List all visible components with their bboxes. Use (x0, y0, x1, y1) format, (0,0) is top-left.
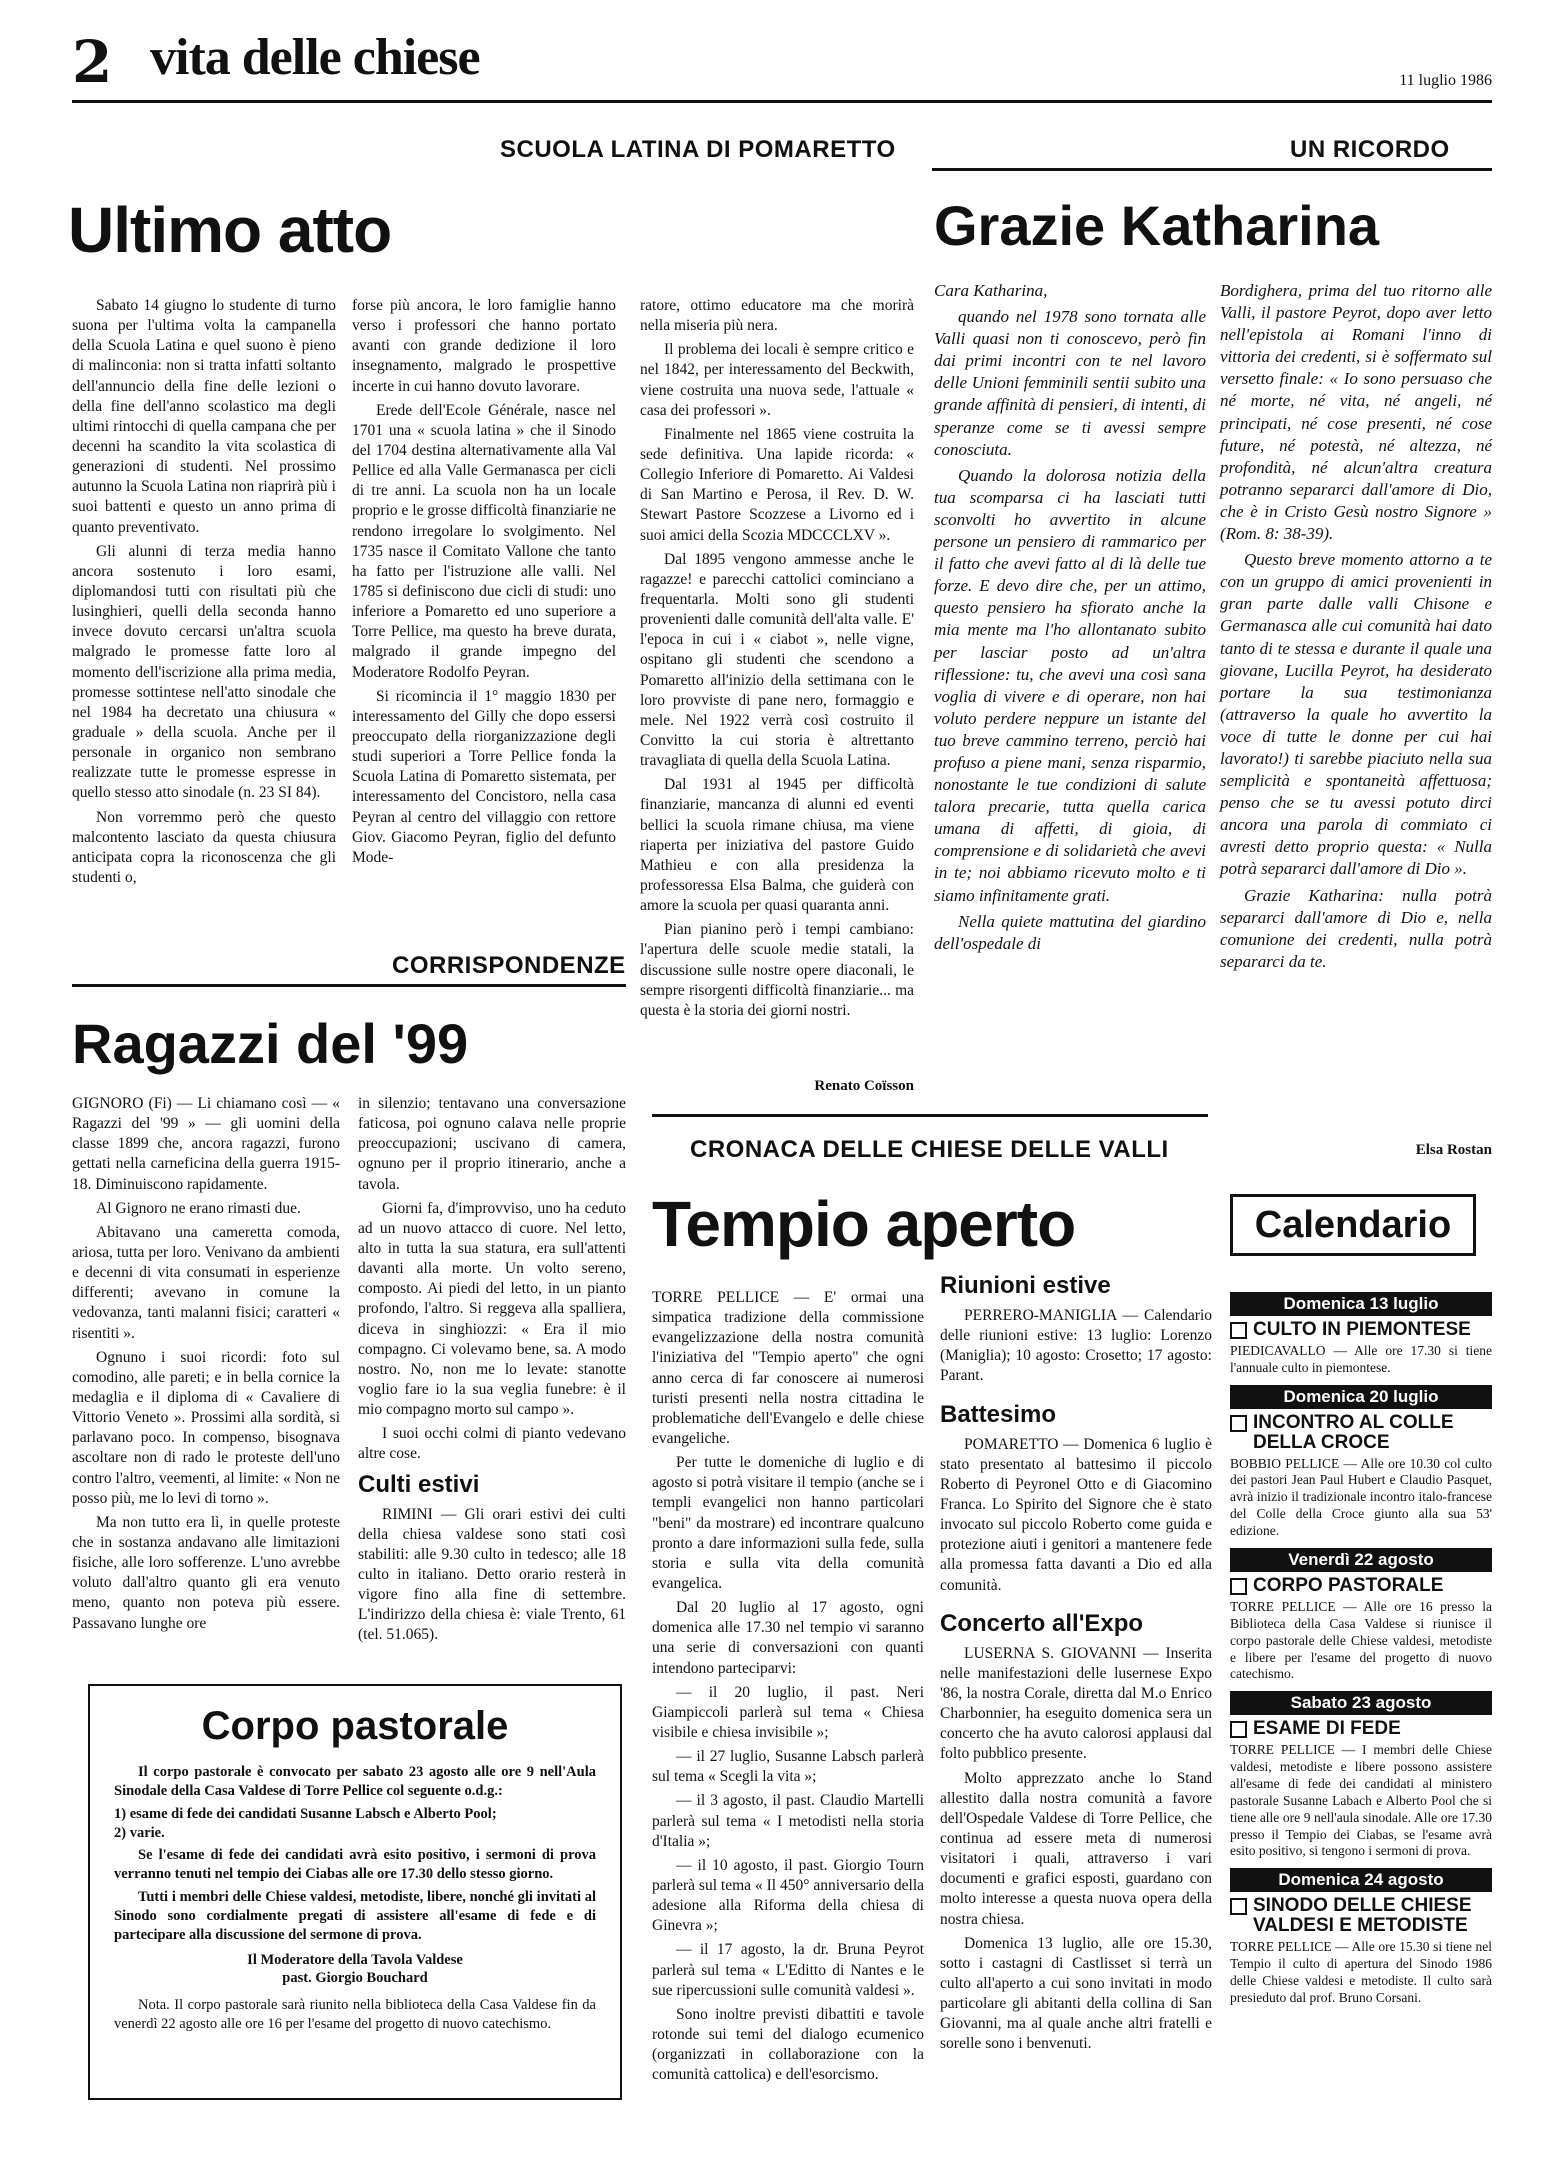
calendar-entry-title: SINODO DELLE CHIESE VALDESI E METODISTE (1253, 1895, 1472, 1937)
signature-coisson: Renato Coïsson (814, 1078, 914, 1094)
paragraph: Giorni fa, d'improvviso, uno ha ceduto ad un nuovo attacco di cuore. Nel letto, alto in tutta la sua statura, era sull'attenti davanti alla morte. Un volto sereno, composto. Ai piedi del letto, in un pianto profondo, l'altro. Si reggeva alla spalliera, diceva in singhiozzi: « Era il mio compagno. Ci volevamo bene, sa. A modo nostro. No, non me lo levate: stanotte voglio fare io la sua veglia funebre: è il mio compagno morto sul campo ». (358, 1199, 626, 1419)
cronaca-col2 (940, 1266, 1212, 2059)
corpo-nota (90, 1992, 620, 2034)
calendar-day: Domenica 20 luglio (1230, 1385, 1492, 1409)
paragraph: Finalmente nel 1865 viene costruita la sede definitiva. Una lapide ricorda: « Collegio Inferiore di Pomaretto. Ai Valdesi di San Martino e Perosa, il Rev. D. W. Stewart Pastore Scozzese a Livorno ed i suoi amici della Scozia MDCCCLXV ». (640, 425, 914, 544)
paragraph: TORRE PELLICE — E' ormai una simpatica tradizione della commissione evangelizzazione della nostra comunità l'iniziativa del "Tempio aperto" che ogni anno cerca di far conoscere ai numerosi turisti presenti nella nostra cittadina le problematiche dell'Evangelo e delle chiese evangeliche. (652, 1289, 924, 1447)
paragraph: Nella quiete mattutina del giardino dell'ospedale di (934, 911, 1206, 953)
headline-ragazzi: Ragazzi del '99 (72, 1012, 469, 1075)
calendar-entry-text: TORRE PELLICE — I membri delle Chiese valdesi, metodiste e libere possono assistere all'esame di fede dei candidati al ministero pastorale Susanne Labach e Alberto Pool che si tiene alle ore 9 nell'aula sinodale. Alle ore 17.30 presso il Tempio dei Ciabas, se l'esame avrà esito positivo, si tengono i sermoni di prova. (1230, 1742, 1492, 1859)
calendar-day: Domenica 24 agosto (1230, 1868, 1492, 1892)
issue-date: 11 luglio 1986 (1399, 72, 1492, 89)
paragraph: LUSERNA S. GIOVANNI — Inserita nelle manifestazioni delle lusernese Expo '86, la nostra Corale, diretta dal M.o Enrico Charbonnier, ha eseguito domenica sera un concerto che ha avuto calorosi applausi dal folto pubblico presente. (940, 1644, 1212, 1763)
calendar-entry (1230, 1548, 1492, 1683)
paragraph: Abitavano una cameretta comoda, ariosa, tutta per loro. Venivano da ambienti e decenni di vita consumati in esperienze differenti; avevano in comune la vedovanza, tanti malanni fisici; caratteri « risentiti ». (72, 1223, 340, 1342)
calendar-entry-text: TORRE PELLICE — Alle ore 16 presso la Biblioteca della Casa Valdese si riunisce il corpo pastorale delle Chiese valdesi, metodiste e libere per l'esame del progetto di nuovo catechismo. (1230, 1598, 1492, 1682)
paragraph: I suoi occhi colmi di pianto vedevano altre cose. (358, 1425, 626, 1463)
calendar-entry-title: CULTO IN PIEMONTESE (1253, 1319, 1471, 1340)
corpo-body (90, 1763, 620, 1988)
paragraph: Grazie Katharina: nulla potrà separarci dall'amore di Dio e, nella comunione dei credenti, nulla potrà separarci da te. (1220, 885, 1492, 971)
calendar-entry (1230, 1292, 1492, 1377)
calendario-list (1230, 1284, 1492, 2007)
paragraph: — il 20 luglio, il past. Neri Giampiccoli parlerà sul tema « Chiesa visibile e chiesa invisibile »; (652, 1683, 924, 1741)
paragraph: Al Gignoro ne erano rimasti due. (96, 1199, 301, 1217)
paragraph: quando nel 1978 sono tornata alle Valli quasi non ti conoscevo, però fin dai primi incontri con te nel lavoro delle Unioni femminili sentii subito una grande affinità di pensieri, di intenti, di speranze come se ti avessi sempre conosciuta. (934, 307, 1206, 459)
calendar-entry-text: TORRE PELLICE — Alle ore 15.30 si tiene nel Tempio il culto di apertura del Sinodo 1986 delle Chiese valdesi e metodiste. Il culto sarà presieduto dal prof. Bruno Corsani. (1230, 1939, 1492, 2005)
paragraph: Pian pianino però i tempi cambiano: l'apertura delle scuole medie statali, la discussione sulle nostre opere diaconali, le sempre risorgenti difficoltà finanziarie... ma questa è la storia dei giorni nostri. (640, 921, 914, 1019)
paragraph: Se l'esame di fede dei candidati avrà esito positivo, i sermoni di prova verranno tenuti nel tempio dei Ciabas alle ore 17.30 dello stesso giorno. (114, 1847, 596, 1883)
kicker-ultimo: SCUOLA LATINA DI POMARETTO (500, 136, 896, 163)
paragraph: Dal 1895 vengono ammesse anche le ragazze! e parecchi cattolici cominciano a frequentarla. Molti sono gli studenti provenienti dalle comunità dell'alta valle. E' l'epoca in cui i « ciabot », nelle vigne, ospitano gli studenti che scendono a Pomaretto all'inizio della settimana con le loro provviste di pane nero, formaggio e mele. Nel 1922 verrà così costruito il Convitto la cui storia è altrettanto travagliata di quella della Scuola Latina. (640, 550, 914, 770)
paragraph: Si ricomincia il 1° maggio 1830 per interessamento del Gilly che dopo essersi preoccupato della riorganizzazione degli studi superiori a Torre Pellice fonda la Scuola Latina di Pomaretto sistemata, per interessamento del Concistoro, nella casa Peyran al centro del villaggio con rettore Giov. Giacomo Peyran, figlio del defunto Mode- (352, 687, 616, 866)
grazie-rule (932, 168, 1492, 171)
paragraph: Bordighera, prima del tuo ritorno alle Valli, il pastore Peyrot, dopo aver letto nell'epistola ai Romani l'inno di vittoria dei credenti, si è soffermato sul versetto finale: « Io sono persuaso che né morte, né vita, né angeli, né principati, né cose presenti, né cose future, né potestà, né altezza, né profondità, né alcun'altra creatura potranno separarci dall'amore di Dio, che è in Cristo Gesù nostro Signore » (Rom. 8: 38-39). (1220, 281, 1492, 544)
paragraph: Ognuno i suoi ricordi: foto sul comodino, alle pareti; e in bella cornice la medaglia e il diploma di « Cavaliere di Vittorio Veneto ». Prossimi alla sordità, si parlavano poco. In compenso, bisognava ascoltare non di rado le proteste dell'uno contro l'altro, veementi, al limite: « Non ne posso più, me lo levi di torno ». (72, 1348, 340, 1507)
ultimo-col1 (72, 296, 336, 892)
paragraph: GIGNORO (Fi) — Li chiamano così — « Ragazzi del '99 » — gli uomini della classe 1899 che, ancora ragazzi, furono gettati nella carneficina della guerra 1915-18. Diminuiscono rapidamente. (72, 1095, 340, 1193)
calendar-entry-title: INCONTRO AL COLLE DELLA CROCE (1253, 1411, 1454, 1453)
paragraph: POMARETTO — Domenica 6 luglio è stato presentato al battesimo il piccolo Roberto di Peyronel Otto e di Giacomino Franca. Lo Spirito del Signore che è stato invocato sul piccolo Roberto come guida e protezione aiuti i genitori a mantenere fede alla promessa fatta davanti a Dio ed alla comunità. (940, 1435, 1212, 1594)
paragraph: Quando la dolorosa notizia della tua scomparsa ci ha lasciati tutti sconvolti ho avvertito in alcune persone un pensiero di rammarico per il fatto che avevi fatto al di là delle tue forze. E devo dire che, per un attimo, questo pensiero ha sfiorato anche la mia mente ma l'ho allontanato subito per lasciar posto ad un'altra riflessione: tu, che avevi una così sana voglia di vivere e di operare, non hai voluto perdere neppure un istante del tuo breve cammino terreno, perciò hai profuso a piene mani, senza risparmio, nonostante le tue condizioni di salute talora precarie, tutta quella carica umana di affetti, di gioia, di comprensione e di solidarietà che avevi in te; noi abbiamo ricevuto molto e ti siamo infinitamente grati. (934, 465, 1206, 905)
calendar-entry (1230, 1868, 1492, 2006)
checkbox-icon (1230, 1898, 1247, 1915)
paragraph: Sabato 14 giugno lo studente di turno suona per l'ultima volta la campanella della Scuola Latina e quel suono è pieno di malinconia: non si tratta infatti soltanto dell'annuncio della fine delle lezioni o della fine dell'anno scolastico ma degli ultimi rintocchi di quella campana che per decenni ha scandito la vita scolastica di generazioni di studenti. Nel prossimo autunno la Scuola Latina non riaprirà più i suoi battenti e questo un anno prima di quanto preventivato. (72, 297, 336, 536)
paragraph: PERRERO-MANIGLIA — Calendario delle riunioni estive: 13 luglio: Lorenzo (Maniglia); 10 agosto: Crosetto; 17 agosto: Parant. (940, 1307, 1212, 1385)
calendar-entry-text: PIEDICAVALLO — Alle ore 17.30 si tiene l'annuale culto in piemontese. (1230, 1342, 1492, 1375)
calendar-entry (1230, 1691, 1492, 1860)
cronaca-col1 (652, 1288, 924, 2089)
paragraph: Il corpo pastorale è convocato per sabato 23 agosto alle ore 9 nell'Aula Sinodale della Casa Valdese di Torre Pellice col seguente o.d.g.: (114, 1764, 596, 1799)
signature-rostan: Elsa Rostan (1415, 1142, 1492, 1158)
paragraph: Domenica 13 luglio, alle ore 15.30, sotto i castagni di Castlisset si terrà un culto all'aperto a cui sono invitati in modo particolare gli abitanti della collina di San Giovanni, ma al quale anche altri fratelli e sorelle sono i benvenuti. (940, 1934, 1212, 2053)
paragraph: Erede dell'Ecole Générale, nasce nel 1701 una « scuola latina » che il Sinodo del 1704 destina alternativamente alla Val Pellice ed alla Valle Germanasca per cicli di tre anni. La scuola non ha un locale proprio e le grosse difficoltà finanziarie ne rendono irregolare lo svolgimento. Nel 1735 nasce il Comitato Vallone che tanto ha fatto per l'istruzione alle valli. Nel 1785 si definiscono due cicli di studi: uno inferiore a Pomaretto ed uno superiore a Torre Pellice, ma questo ha breve durata, malgrado il grande impegno del Moderatore Rodolfo Peyran. (352, 401, 616, 681)
calendar-entry-text: BOBBIO PELLICE — Alle ore 10.30 col culto dei pastori Jean Paul Hubert e Claudio Pasquet, avrà inizio il tradizionale incontro italo-francese del Colle della Croce giunto alla sua 53' edizione. (1230, 1455, 1492, 1539)
paragraph: — il 17 agosto, la dr. Bruna Peyrot parlerà sul tema « L'Editto di Nantes e le sue ripercussioni sulle comunità valdesi ». (652, 1941, 924, 1999)
paragraph: forse più ancora, le loro famiglie hanno verso i professori che hanno portato avanti con grande dedizione il loro insegnamento, malgrado le prospettive incerte in cui hanno dovuto lavorare. (352, 297, 616, 395)
corpo-signature-role: Il Moderatore della Tavola Valdese (247, 1951, 463, 1968)
ragazzi-rule (72, 984, 626, 987)
paragraph: Nota. Il corpo pastorale sarà riunito nella biblioteca della Casa Valdese fin da venerdì 22 agosto alle ore 16 per l'esame del progetto di nuovo catechismo. (114, 1997, 596, 2033)
paragraph: Tutti i membri delle Chiese valdesi, metodiste, libere, nonché gli invitati al Sinodo sono cordialmente pregati di assistere all'esame di fede e di partecipare alla discussione del sermone di prova. (114, 1889, 596, 1943)
headline-ultimo: Ultimo atto (68, 194, 392, 266)
riunioni-title: Riunioni estive (940, 1272, 1111, 1299)
paragraph: Ma non tutto era lì, in quelle proteste che in sostanza andavano alle limitazioni fisiche, alle loro sofferenze. L'uno avrebbe voluto dall'altro quanto gli era venuto meno, quanto non poteva più essere. Passavano lunghe ore (72, 1513, 340, 1632)
paragraph: Il problema dei locali è sempre critico e nel 1842, per interessamento del Beckwith, viene costruita una nuova sede, l'attuale « casa dei professori ». (640, 341, 914, 419)
paragraph: Non vorremmo però che questo malcontento lasciato da questa chiusura anticipata copra la riconoscenza che gli studenti o, (72, 808, 336, 886)
corpo-signature-name: past. Giorgio Bouchard (282, 1970, 428, 1987)
paragraph: — il 27 luglio, Susanne Labsch parlerà sul tema « Scegli la vita »; (652, 1748, 924, 1786)
kicker-cronaca: CRONACA DELLE CHIESE DELLE VALLI (690, 1136, 1169, 1163)
ultimo-col2 (352, 296, 616, 872)
headline-grazie: Grazie Katharina (934, 194, 1380, 257)
calendar-day: Sabato 23 agosto (1230, 1691, 1492, 1715)
paragraph: RIMINI — Gli orari estivi dei culti della chiesa valdese sono stati così stabiliti: alle 9.30 culto in tedesco; alle 18 culto in italiano. Detto orario resterà in vigore fino alla fine di settembre. L'indirizzo della chiesa è: viale Trento, 61 (tel. 51.065). (358, 1505, 626, 1644)
paragraph: — il 10 agosto, il past. Giorgio Tourn parlerà sul tema « Il 450° anniversario della adesione alla Riforma della chiesa di Ginevra »; (652, 1856, 924, 1935)
masthead-rule (72, 100, 1492, 103)
calendar-entry (1230, 1385, 1492, 1540)
calendario-title-box (1230, 1194, 1476, 1256)
kicker-grazie: UN RICORDO (1290, 136, 1450, 163)
calendar-entry-title: CORPO PASTORALE (1253, 1574, 1444, 1596)
paragraph: — il 3 agosto, il past. Claudio Martelli parlerà sul tema « I metodisti nella storia d'Italia »; (652, 1792, 924, 1850)
culti-estivi-title: Culti estivi (358, 1470, 480, 1498)
checkbox-icon (1230, 1415, 1247, 1432)
grazie-col2 (1220, 280, 1492, 977)
calendar-entry-title: ESAME DI FEDE (1253, 1718, 1401, 1740)
headline-tempio: Tempio aperto (652, 1188, 1076, 1260)
paragraph: Dal 20 luglio al 17 agosto, ogni domenica alle 17.30 nel tempio vi saranno una serie di conversazioni con quanti intendono parteciparvi: (652, 1599, 924, 1677)
paragraph: Gli alunni di terza media hanno ancora sostenuto i loro esami, diplomandosi tutti con risultati più che lusinghieri, quelli della seconda hanno invece dovuto cercarsi un'altra scuola malgrado le promesse fatte loro al momento dell'iscrizione alla prima media, promesse sottintese nell'atto sinodale che nel 1984 ha decretato una chiusura « graduale » della scuola. Anche per il personale in organico non sembrano realizzate tutte le promesse espresse in quello stesso atto sinodale (n. 23 SI 84). (72, 542, 336, 802)
calendar-day: Domenica 13 luglio (1230, 1292, 1492, 1316)
paragraph: Cara Katharina, (934, 281, 1048, 300)
paragraph: Questo breve momento attorno a te con un gruppo di amici provenienti in gran parte dalle valli Chisone e Germanasca alle cui comunità hai dato tanto di te stessa e durante il quale una giovane, Lucilla Peyrot, ha desiderato portare la sua testimonianza (attraverso la quale ho avvertito la voce di tutte le donne per cui hai lavorato!) ti sarebbe piaciuto nella sua semplicità e spontaneità affettuosa; penso che se tu avessi potuto dirci ancora una parola di commiato ci avresti detto proprio questa: « Nulla potrà separarci dall'amore di Dio ». (1220, 550, 1492, 879)
calendario-title: Calendario (1254, 1203, 1452, 1246)
ragazzi-col2 (358, 1094, 626, 1650)
cronaca-rule (652, 1114, 1208, 1117)
page-number: 2 (72, 28, 113, 96)
corpo-pastorale-box (88, 1684, 622, 2100)
paragraph: in silenzio; tentavano una conversazione faticosa, poi ognuno calava nelle proprie preoccupazioni; uscivano di camera, ognuno per il proprio itinerario, anche a tavola. (358, 1095, 626, 1193)
battesimo-title: Battesimo (940, 1400, 1057, 1428)
checkbox-icon (1230, 1721, 1247, 1738)
calendar-day: Venerdì 22 agosto (1230, 1548, 1492, 1572)
paragraph: ratore, ottimo educatore ma che morirà nella miseria più nera. (640, 297, 914, 335)
checkbox-icon (1230, 1578, 1247, 1595)
kicker-corrispondenze: CORRISPONDENZE (392, 952, 626, 979)
paragraph: Per tutte le domeniche di luglio e di agosto si potrà visitare il tempio (anche se i templi evangelici non hanno particolari "beni" da mostrare) ed incontrare qualcuno pronto a dare informazioni sulla fede, sulla storia e sulla vita della comunità evangelica. (652, 1454, 924, 1592)
paragraph: Molto apprezzato anche lo Stand allestito dalla nostra comunità a favore dell'Ospedale Valdese di Torre Pellice, che continua ad essere meta di numerosi visitatori i quali, attraverso i vari documenti e grafici esposti, guardano con molto interesse a questa nuova opera della nostra chiesa. (940, 1769, 1212, 1928)
paragraph: Dal 1931 al 1945 per difficoltà finanziarie, mancanza di alunni ed eventi bellici la scuola rimane chiusa, ma viene riaperta per iniziativa del pastore Guido Mathieu e con alla presidenza la professoressa Elsa Balma, che guiderà con amore la scuola per quasi quaranta anni. (640, 776, 914, 915)
corpo-pastorale-title: Corpo pastorale (201, 1704, 509, 1748)
ragazzi-col1 (72, 1094, 340, 1638)
section-title: vita delle chiese (150, 29, 480, 86)
grazie-col1 (934, 280, 1206, 959)
ultimo-col3 (640, 296, 914, 1025)
concerto-title: Concerto all'Expo (940, 1609, 1144, 1637)
paragraph: Sono inoltre previsti dibattiti e tavole rotonde sui temi del dialogo ecumenico (organizzati in collaborazione con la comunità cattolica) e dell'esorcismo. (652, 2005, 924, 2084)
list-item: 2) varie. (114, 1824, 165, 1841)
checkbox-icon (1230, 1322, 1247, 1339)
list-item: 1) esame di fede dei candidati Susanne Labsch e Alberto Pool; (114, 1805, 497, 1822)
